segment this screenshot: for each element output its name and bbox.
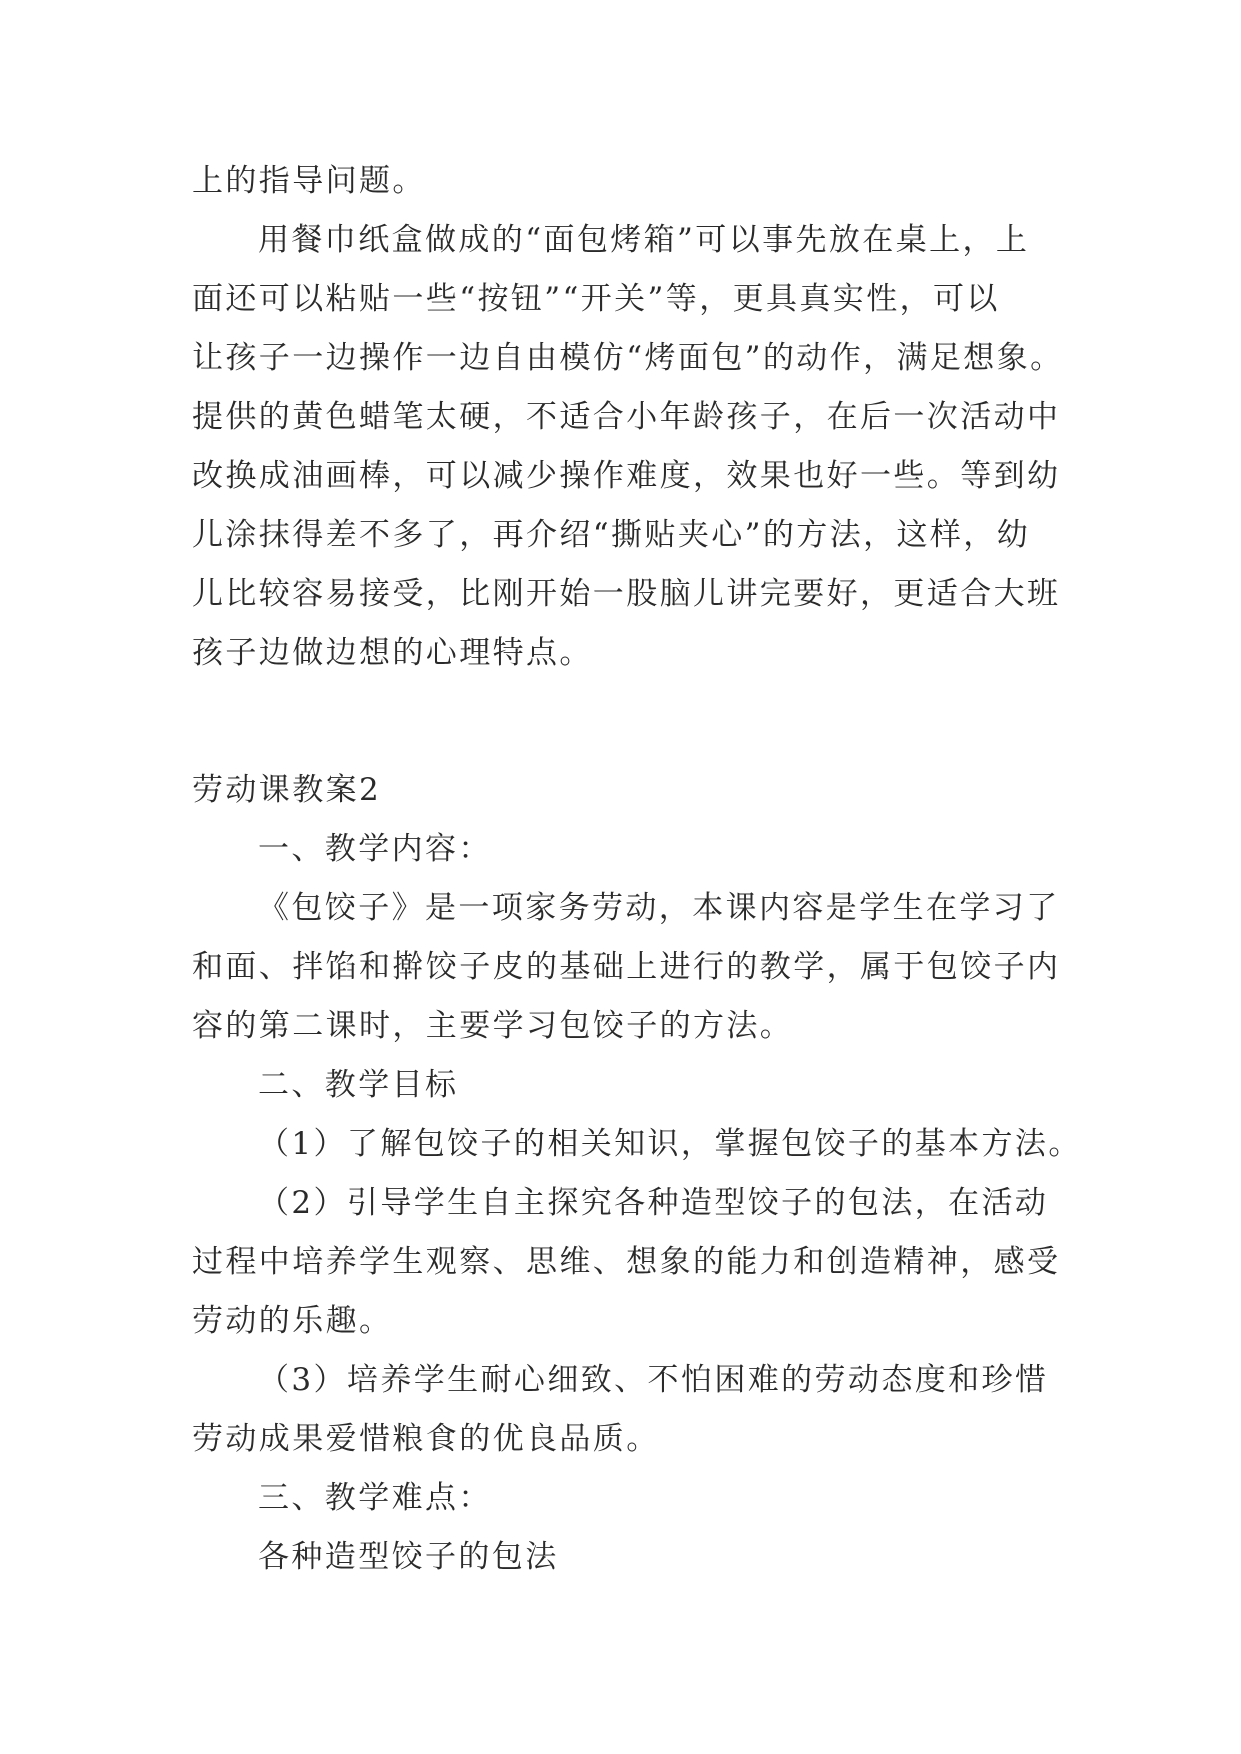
paragraph-line: 提供的黄色蜡笔太硬，不适合小年龄孩子，在后一次活动中	[192, 399, 1061, 435]
paragraph-line: 劳动成果爱惜粮食的优良品质。	[192, 1421, 660, 1457]
goal-item-2: （2）引导学生自主探究各种造型饺子的包法，在活动	[258, 1185, 1049, 1221]
section-gap	[192, 683, 1052, 761]
paragraph-line: 用餐巾纸盒做成的“面包烤箱”可以事先放在桌上，上	[258, 222, 1030, 258]
paragraph-line: 上的指导问题。	[192, 163, 426, 199]
paragraph-line: 孩子边做边想的心理特点。	[192, 635, 593, 671]
paragraph-line: 容的第二课时，主要学习包饺子的方法。	[192, 1008, 794, 1044]
paragraph-line: 《包饺子》是一项家务劳动，本课内容是学生在学习了	[258, 890, 1060, 926]
heading-teaching-goals: 二、教学目标	[258, 1067, 459, 1103]
paragraph-line: 改换成油画棒，可以减少操作难度，效果也好一些。等到幼	[192, 458, 1061, 494]
goal-item-3: （3）培养学生耐心细致、不怕困难的劳动态度和珍惜	[258, 1362, 1049, 1398]
paragraph-line: 过程中培养学生观察、思维、想象的能力和创造精神，感受	[192, 1244, 1061, 1280]
section-title: 劳动课教案2	[192, 772, 382, 808]
heading-teaching-difficulty: 三、教学难点：	[258, 1480, 492, 1516]
paragraph-line: 面还可以粘贴一些“按钮”“开关”等，更具真实性，可以	[192, 281, 1000, 317]
paragraph-line: 和面、拌馅和擀饺子皮的基础上进行的教学，属于包饺子内	[192, 949, 1061, 985]
paragraph-line: 儿比较容易接受，比刚开始一股脑儿讲完要好，更适合大班	[192, 576, 1061, 612]
document-body	[192, 152, 1082, 1587]
paragraph-line: 儿涂抹得差不多了，再介绍“撕贴夹心”的方法，这样，幼	[192, 517, 1031, 553]
heading-teaching-content: 一、教学内容：	[258, 831, 492, 867]
goal-item-1: （1）了解包饺子的相关知识，掌握包饺子的基本方法。	[258, 1126, 1082, 1162]
paragraph-line: 劳动的乐趣。	[192, 1303, 393, 1339]
paragraph-line: 让孩子一边操作一边自由模仿“烤面包”的动作，满足想象。	[192, 340, 1064, 376]
paragraph-line: 各种造型饺子的包法	[258, 1539, 559, 1575]
